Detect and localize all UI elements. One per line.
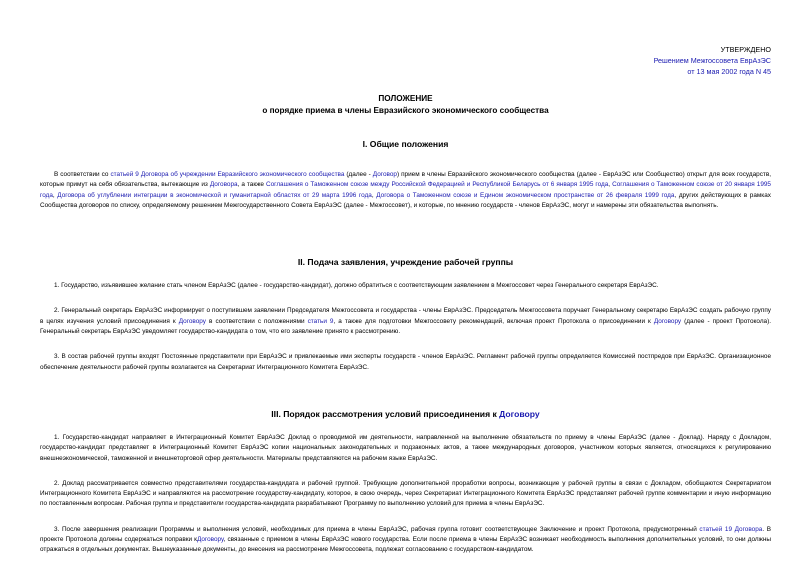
document-link[interactable]: Соглашения о Таможенном союзе между Российской Федерацией и Республикой Беларусь от 6 января 1995 года [265, 181, 609, 189]
document-link[interactable]: Договору [653, 317, 682, 325]
document-link[interactable]: Договора о Таможенном союзе и Едином экономическом пространстве от 26 февраля 1999 года [376, 191, 675, 199]
document-link[interactable]: Договору [196, 536, 224, 544]
section-2-paragraph-3 [40, 352, 771, 373]
section-2-paragraph-2 [40, 306, 771, 337]
document-link[interactable]: Договору [178, 317, 206, 325]
document-link[interactable]: статьи 9 [307, 317, 334, 325]
section-1-paragraph-1 [40, 170, 771, 211]
paragraph-text: 1. Государство-кандидат направляет в Интеграционный Комитет ЕврАзЭС Доклад о проводимой им деятельности, направленной на выполнение обязательств по приему в члены ЕврАзЭС (далее - Доклад). Наряду с Докладом, государство-кандидат представляет в Интеграционный Комитет ЕврАзЭС копии национальных законодательных и подзаконных актов, а также международных договоров, участником которых является, относящихся к регулированию внешнеэкономической, таможенной и внешнеторговой сфер деятельности. Материалы представляются на рабочем языке ЕврАзЭС. [40, 433, 771, 462]
section-2-heading: II. Подача заявления, учреждение рабочей группы [297, 257, 514, 268]
document-link[interactable]: Договор [372, 171, 397, 178]
paragraph-text: 3. В состав рабочей группы входят Постоянные представители при ЕврАзЭС и привлекаемые ими эксперты государств - членов ЕврАзЭС. Регламент рабочей группы определяется Комиссией постпредов при ЕврАзЭС. Организационное обеспечение деятельности рабочей группы возлагается на Секретариат Интеграционного Комитета ЕврАзЭС. [40, 353, 771, 371]
paragraph-text: (далее - проект Протокола). Генеральный секретарь ЕврАзЭС уведомляет государство-кандидата о том, что его заявление принято к рассмотрению. [40, 317, 771, 336]
paragraph-text: (далее - [344, 171, 373, 178]
paragraph-text: 3. После завершения реализации Программы и выполнения условий, необходимых для приема в члены ЕврАзЭС, рабочая группа готовит соответствующее Заключение и проект Протокола, предусмотренный [54, 525, 700, 533]
paragraph-text: , [608, 181, 613, 189]
paragraph-text: в соответствии с положениями [206, 317, 308, 325]
paragraph-text: ) прием в члены Евразийского экономического сообщества (далее - ЕврАзЭС или Сообщество) открыт для всех государств, которые примут на себя обязательства, вытекающие из [40, 171, 772, 189]
paragraph-text: . В проекте Протокола должны содержаться поправки к [40, 525, 771, 544]
section-3-paragraph-2 [40, 479, 771, 510]
document-link[interactable]: Договора [209, 181, 238, 189]
approval-date-link[interactable]: от 13 мая 2002 года N 45 [687, 67, 771, 76]
section-3-heading-text: III. Порядок рассмотрения условий присоединения к [271, 408, 500, 419]
approval-block [40, 44, 771, 77]
document-link[interactable]: Соглашения о Таможенном союзе от 20 января 1995 года [40, 181, 771, 199]
paragraph-text: , связанные с приемом в члены ЕврАзЭС нового государства. Если после приема в члены ЕврАзЭС возникает необходимость выполнения дополнительных условий, то они должны отражаться в отдельных документах. Вышеуказанные документы, до внесения на рассмотрение Межгоссовета, подлежат согласованию с государством-кандидатом. [40, 536, 771, 554]
section-3-paragraph-1 [40, 433, 771, 464]
paragraph-text: , [371, 191, 377, 199]
paragraph-text: , других действующих в рамках Сообщества договоров по списку, определяемому решением Межгосударственного Совета ЕврАзЭС (далее - Межгоссовет), и которые, по мнению государств - членов ЕврАзЭС, могут и намерены эти обязательства выполнять. [40, 191, 771, 209]
section-2-paragraph-1 [40, 281, 771, 291]
paragraph-text: 1. Государство, изъявившее желание стать членом ЕврАзЭС (далее - государство-кандидат), должно обратиться с соответствующим заявлением в Межгоссовет через Генерального секретаря ЕврАзЭС. [54, 282, 659, 290]
document-link[interactable]: статьей 19 Договора [699, 525, 763, 533]
approval-heading: УТВЕРЖДЕНО [720, 45, 771, 54]
paragraph-text: В соответствии со [54, 171, 111, 178]
section-3-paragraph-3 [40, 525, 771, 556]
section-1-heading: I. Общие положения [362, 139, 449, 149]
section-3-heading [40, 408, 771, 420]
paragraph-text: , а также для подготовки Межгоссовету рекомендаций, включая проект Протокола о присоединении к [333, 317, 654, 325]
document-link[interactable]: статьей 9 Договора об учреждении Евразийского экономического сообщества [110, 171, 345, 178]
document-link[interactable]: Договора об углублении интеграции в экономической и гуманитарной областях от 29 марта 1996 года [57, 191, 372, 199]
paragraph-text: , [52, 191, 58, 199]
paragraph-text: 2. Генеральный секретарь ЕврАзЭС информирует о поступившем заявлении Председателя Межгоссовета и государства - члены ЕврАзЭС. Председатель Межгоссовета поручает Генеральному секретарю ЕврАзЭС создать рабочую группу в целях изучения условий присоединения к [40, 307, 771, 325]
title-line-2: о порядке приема в члены Евразийского экономического сообщества [262, 106, 549, 115]
paragraph-text: 2. Доклад рассматривается совместно представителями государства-кандидата и рабочей группой. Требующие дополнительной проработки вопросы, возникающие у рабочей группы в связи с Докладом, обобщаются Секретариатом Интеграционного Комитета ЕврАзЭС и направляются на рассмотрение государству-кандидату, которое, в свою очередь, через Секретариат Интеграционного Комитета ЕврАзЭС представляет рабочей группе комментарии и иную информацию по поставленным вопросам. Рабочая группа и представители государства-кандидата разрабатывают Программу по выполнению условий для приема в члены ЕврАзЭС. [40, 479, 771, 508]
approval-decision-link[interactable]: Решением Межгоссовета ЕврАзЭС [653, 56, 771, 65]
title-line-1: ПОЛОЖЕНИЕ [378, 94, 433, 103]
document-title [40, 93, 771, 117]
paragraph-text: , а также [237, 181, 266, 189]
section-3-heading-link[interactable]: Договору [499, 408, 540, 419]
